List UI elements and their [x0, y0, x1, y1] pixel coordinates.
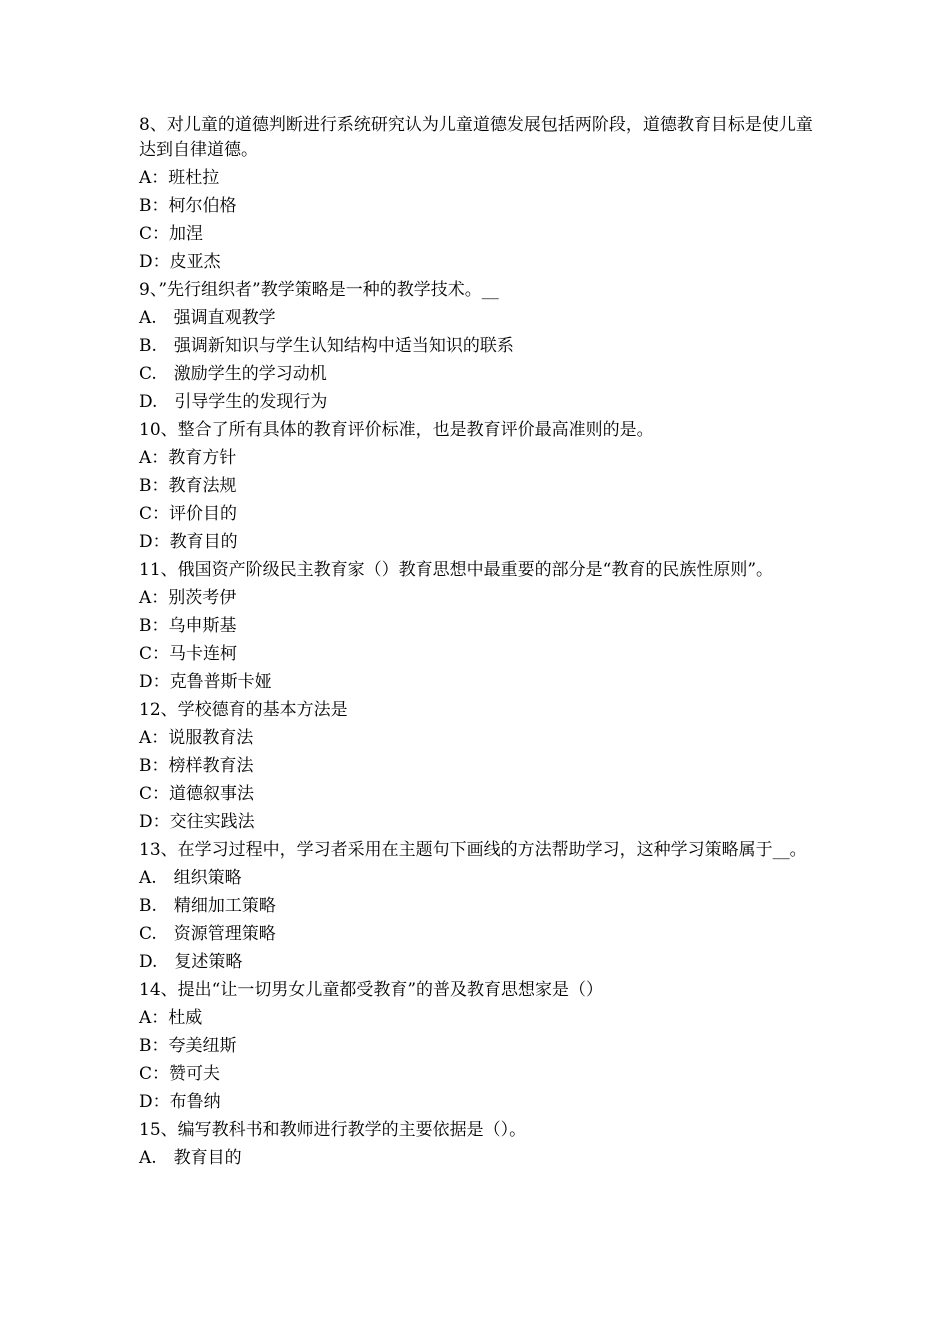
option-d: D. 引导学生的发现行为	[139, 392, 328, 412]
option-a: A：说服教育法	[139, 728, 254, 748]
option-c: C. 激励学生的学习动机	[139, 364, 327, 384]
option-d: D：克鲁普斯卡娅	[139, 672, 272, 692]
option-b: B：夸美纽斯	[139, 1036, 237, 1056]
option-b: B：乌申斯基	[139, 616, 237, 636]
question-11	[139, 556, 819, 696]
question-stem: 15、编写教科书和教师进行教学的主要依据是（）。	[139, 1120, 527, 1140]
option-a: A：班杜拉	[139, 168, 220, 188]
question-stem: 13、在学习过程中，学习者采用在主题句下画线的方法帮助学习，这种学习策略属于__。	[139, 840, 807, 860]
option-c: C：马卡连柯	[139, 644, 238, 664]
option-a: A：杜威	[139, 1008, 203, 1028]
question-8	[139, 111, 819, 276]
option-d: D：皮亚杰	[139, 252, 221, 272]
question-stem: 14、提出“让一切男女儿童都受教育”的普及教育思想家是（）	[139, 980, 604, 1000]
question-stem: 11、俄国资产阶级民主教育家（）教育思想中最重要的部分是“教育的民族性原则”。	[139, 560, 774, 580]
question-10	[139, 416, 819, 556]
question-stem: 8、对儿童的道德判断进行系统研究认为儿童道德发展包括两阶段，道德教育目标是使儿童达到自律道德。	[139, 115, 813, 160]
option-d: D. 复述策略	[139, 952, 243, 972]
option-b: B：教育法规	[139, 476, 237, 496]
question-stem: 9、”先行组织者”教学策略是一种的教学技术。__	[139, 280, 499, 300]
document-page	[139, 111, 819, 1172]
question-13	[139, 836, 819, 976]
option-a: A. 教育目的	[139, 1148, 242, 1168]
option-b: B. 强调新知识与学生认知结构中适当知识的联系	[139, 336, 514, 356]
question-14	[139, 976, 819, 1116]
option-c: C. 资源管理策略	[139, 924, 276, 944]
option-d: D：交往实践法	[139, 812, 255, 832]
option-a: A. 组织策略	[139, 868, 242, 888]
option-b: B. 精细加工策略	[139, 896, 276, 916]
option-a: A：教育方针	[139, 448, 237, 468]
option-d: D：教育目的	[139, 532, 238, 552]
option-a: A：别茨考伊	[139, 588, 237, 608]
option-b: B：柯尔伯格	[139, 196, 237, 216]
question-12	[139, 696, 819, 836]
option-b: B：榜样教育法	[139, 756, 254, 776]
option-c: C：加涅	[139, 224, 204, 244]
question-stem: 10、整合了所有具体的教育评价标准，也是教育评价最高准则的是。	[139, 420, 654, 440]
option-a: A. 强调直观教学	[139, 308, 276, 328]
option-c: C：赞可夫	[139, 1064, 221, 1084]
option-d: D：布鲁纳	[139, 1092, 221, 1112]
question-9	[139, 276, 819, 416]
question-15	[139, 1116, 819, 1172]
option-c: C：道德叙事法	[139, 784, 255, 804]
question-stem: 12、学校德育的基本方法是	[139, 700, 348, 720]
option-c: C：评价目的	[139, 504, 238, 524]
